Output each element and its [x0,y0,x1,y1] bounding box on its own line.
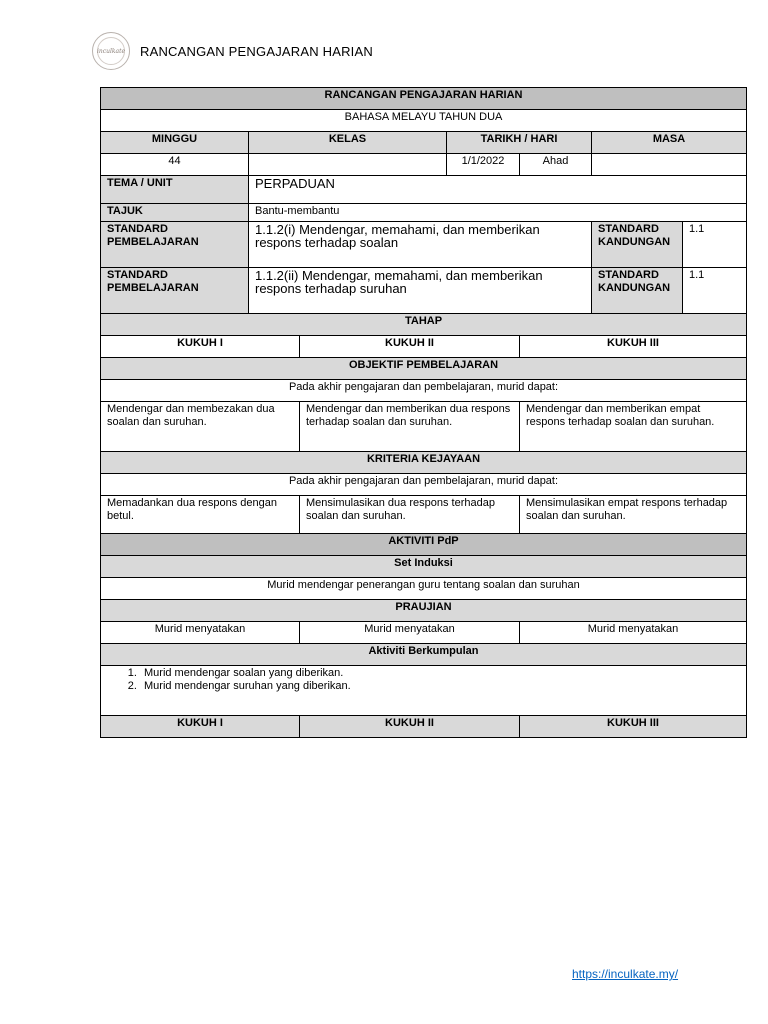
praujian-kukuh-2: Murid menyatakan [300,622,520,644]
section-tahap: TAHAP [101,314,747,336]
label-tajuk: TAJUK [101,204,249,222]
col-masa: MASA [592,132,747,154]
kriteria-kukuh-3: Mensimulasikan empat respons terhadap soalan dan suruhan. [520,496,747,534]
section-praujian: PRAUJIAN [101,600,747,622]
praujian-kukuh-3: Murid menyatakan [520,622,747,644]
kukuh-1-heading: KUKUH I [101,336,300,358]
section-aktiviti: AKTIVITI PdP [101,534,747,556]
label-tema: TEMA / UNIT [101,176,249,204]
plan-title: RANCANGAN PENGAJARAN HARIAN [101,88,747,110]
kriteria-intro: Pada akhir pengajaran dan pembelajaran, murid dapat: [101,474,747,496]
kriteria-kukuh-1: Memadankan dua respons dengan betul. [101,496,300,534]
value-tajuk: Bantu-membantu [249,204,747,222]
label-standard-kandungan: STANDARD KANDUNGAN [592,222,683,268]
plan-subject: BAHASA MELAYU TAHUN DUA [101,110,747,132]
value-tarikh: 1/1/2022 [447,154,520,176]
lesson-plan-table [100,87,747,738]
footer-link[interactable]: https://inculkate.my/ [572,967,679,981]
kukuh-3-heading: KUKUH III [520,336,747,358]
section-objektif: OBJEKTIF PEMBELAJARAN [101,358,747,380]
value-hari: Ahad [520,154,592,176]
value-standard-kandungan: 1.1 [683,268,747,314]
value-masa [592,154,747,176]
value-tema: PERPADUAN [249,176,747,204]
objektif-kukuh-3: Mendengar dan memberikan empat respons terhadap soalan dan suruhan. [520,402,747,452]
kukuh-3-heading: KUKUH III [520,716,747,738]
objektif-intro: Pada akhir pengajaran dan pembelajaran, murid dapat: [101,380,747,402]
value-kelas [249,154,447,176]
list-item: 2. Murid mendengar suruhan yang diberikan. [140,680,740,693]
kukuh-2-heading: KUKUH II [300,336,520,358]
value-minggu: 44 [101,154,249,176]
section-set-induksi: Set Induksi [101,556,747,578]
kriteria-kukuh-2: Mensimulasikan dua respons terhadap soalan dan suruhan. [300,496,520,534]
value-standard-kandungan: 1.1 [683,222,747,268]
section-kriteria: KRITERIA KEJAYAAN [101,452,747,474]
brand-logo [92,32,130,70]
value-standard-pembelajaran: 1.1.2(ii) Mendengar, memahami, dan memberikan respons terhadap suruhan [249,268,592,314]
label-standard-kandungan: STANDARD KANDUNGAN [592,268,683,314]
header-title: RANCANGAN PENGAJARAN HARIAN [140,43,373,59]
label-standard-pembelajaran: STANDARD PEMBELAJARAN [101,222,249,268]
set-induksi-text: Murid mendengar penerangan guru tentang soalan dan suruhan [101,578,747,600]
kukuh-1-heading: KUKUH I [101,716,300,738]
brand-logo-text: inculkate [96,47,126,55]
col-minggu: MINGGU [101,132,249,154]
label-standard-pembelajaran: STANDARD PEMBELAJARAN [101,268,249,314]
objektif-kukuh-2: Mendengar dan memberikan dua respons terhadap soalan dan suruhan. [300,402,520,452]
kukuh-2-heading: KUKUH II [300,716,520,738]
objektif-kukuh-1: Mendengar dan membezakan dua soalan dan suruhan. [101,402,300,452]
list-item: 1. Murid mendengar soalan yang diberikan. [140,667,740,680]
page-header [92,32,373,70]
col-tarikh: TARIKH / HARI [447,132,592,154]
aktiviti-berkumpulan-list [101,666,747,716]
praujian-kukuh-1: Murid menyatakan [101,622,300,644]
col-kelas: KELAS [249,132,447,154]
value-standard-pembelajaran: 1.1.2(i) Mendengar, memahami, dan memberikan respons terhadap soalan [249,222,592,268]
section-aktiviti-berkumpulan: Aktiviti Berkumpulan [101,644,747,666]
